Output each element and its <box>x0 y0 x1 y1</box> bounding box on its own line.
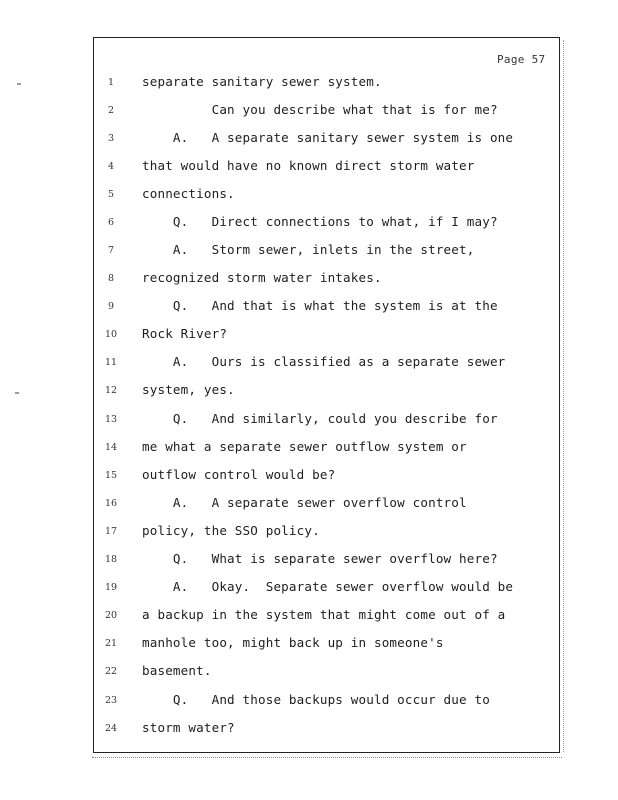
line-number: 10 <box>104 329 118 340</box>
transcript-line <box>0 74 618 94</box>
line-text: me what a separate sewer outflow system or <box>142 439 467 454</box>
transcript-line <box>0 579 618 599</box>
transcript-line <box>0 467 618 487</box>
transcript-line <box>0 551 618 571</box>
transcript-line <box>0 158 618 178</box>
transcript-line <box>0 382 618 402</box>
line-text: A. Okay. Separate sewer overflow would be <box>142 579 514 594</box>
page-number-label: Page 57 <box>497 53 546 66</box>
transcript-line <box>0 495 618 515</box>
line-number: 23 <box>104 695 118 706</box>
line-text: basement. <box>142 663 212 678</box>
line-number: 11 <box>104 357 118 368</box>
line-number: 20 <box>104 610 118 621</box>
line-text: A. A separate sanitary sewer system is one <box>142 130 514 145</box>
line-number: 15 <box>104 470 118 481</box>
line-text: Rock River? <box>142 326 228 341</box>
scan-edge-bottom <box>92 756 562 758</box>
line-number: 19 <box>104 582 118 593</box>
line-number: 13 <box>104 414 118 425</box>
line-text: A. Storm sewer, inlets in the street, <box>142 242 475 257</box>
transcript-line <box>0 298 618 318</box>
transcript-line <box>0 439 618 459</box>
line-number: 22 <box>104 666 118 677</box>
line-number: 14 <box>104 442 118 453</box>
transcript-line <box>0 242 618 262</box>
transcript-line <box>0 692 618 712</box>
line-text: Q. And those backups would occur due to <box>142 692 490 707</box>
transcript-line <box>0 130 618 150</box>
transcript-line <box>0 411 618 431</box>
transcript-line <box>0 326 618 346</box>
transcript-line <box>0 607 618 627</box>
line-text: a backup in the system that might come out of a <box>142 607 506 622</box>
line-text: A. A separate sewer overflow control <box>142 495 467 510</box>
line-text: outflow control would be? <box>142 467 336 482</box>
line-number: 1 <box>107 77 115 88</box>
transcript-line <box>0 102 618 122</box>
line-text: manhole too, might back up in someone's <box>142 635 444 650</box>
line-text: Q. What is separate sewer overflow here? <box>142 551 498 566</box>
line-text: connections. <box>142 186 235 201</box>
line-number: 5 <box>107 189 115 200</box>
line-text: storm water? <box>142 720 235 735</box>
line-number: 16 <box>104 498 118 509</box>
transcript-line <box>0 663 618 683</box>
line-number: 12 <box>104 385 118 396</box>
line-text: Q. Direct connections to what, if I may? <box>142 214 498 229</box>
transcript-line <box>0 214 618 234</box>
line-text: Q. And that is what the system is at the <box>142 298 498 313</box>
line-number: 6 <box>107 217 115 228</box>
line-text: separate sanitary sewer system. <box>142 74 382 89</box>
line-number: 7 <box>107 245 115 256</box>
line-number: 24 <box>104 723 118 734</box>
line-text: system, yes. <box>142 382 235 397</box>
line-number: 8 <box>107 273 115 284</box>
line-text: Q. And similarly, could you describe for <box>142 411 498 426</box>
line-number: 18 <box>104 554 118 565</box>
line-number: 4 <box>107 161 115 172</box>
line-number: 21 <box>104 638 118 649</box>
line-text: recognized storm water intakes. <box>142 270 382 285</box>
line-number: 9 <box>107 301 115 312</box>
transcript-line <box>0 186 618 206</box>
line-number: 17 <box>104 526 118 537</box>
transcript-line <box>0 635 618 655</box>
line-text: policy, the SSO policy. <box>142 523 320 538</box>
transcript-line <box>0 270 618 290</box>
line-text: A. Ours is classified as a separate sewer <box>142 354 506 369</box>
line-number: 3 <box>107 133 115 144</box>
line-text: Can you describe what that is for me? <box>142 102 498 117</box>
transcript-line <box>0 523 618 543</box>
line-number: 2 <box>107 105 115 116</box>
transcript-line <box>0 354 618 374</box>
line-text: that would have no known direct storm water <box>142 158 475 173</box>
transcript-line <box>0 720 618 740</box>
